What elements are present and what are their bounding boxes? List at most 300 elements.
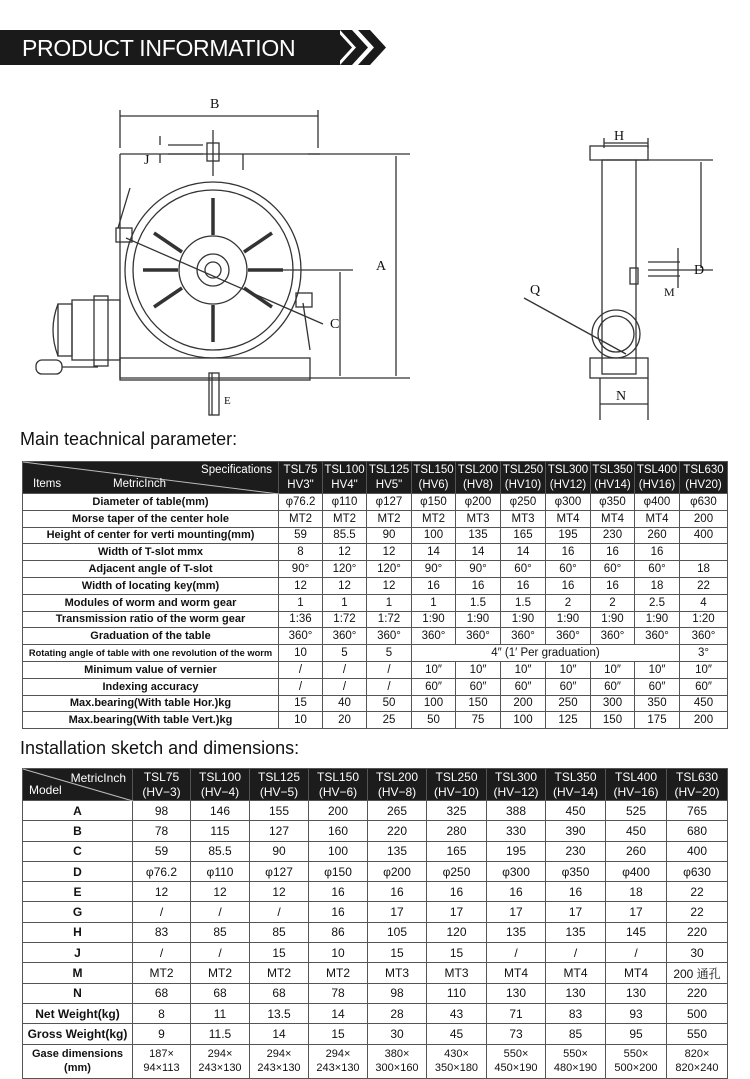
table2-row <box>23 1024 728 1044</box>
table1-body <box>23 494 728 729</box>
table2-cell: 127 <box>250 821 309 841</box>
table2-row <box>23 882 728 902</box>
table2-cell: φ400 <box>606 861 667 881</box>
table2-cell: 68 <box>191 983 250 1003</box>
table1-row <box>23 561 728 578</box>
table1-model-header: TSL400 (HV16) <box>635 462 680 494</box>
table1-cell: 120° <box>367 561 412 578</box>
table2-cell: 330 <box>487 821 546 841</box>
table2-cell: 765 <box>667 801 728 821</box>
table1-cell: 59 <box>279 527 323 544</box>
table1-cell: 10 <box>279 712 323 729</box>
table1-cell: 18 <box>680 561 728 578</box>
table2-cell: 390 <box>546 821 606 841</box>
table1-corner-mid: MetricInch <box>113 478 167 490</box>
table2-gase-cell: 550× 500×200 <box>606 1044 667 1078</box>
dim-label-D: D <box>694 263 705 278</box>
table2-cell: 22 <box>667 902 728 922</box>
table1-cell: 135 <box>456 527 501 544</box>
table1-cell: 14 <box>456 544 501 561</box>
table1-cell: 1:90 <box>412 611 456 628</box>
table1-cell: 360° <box>279 628 323 645</box>
table1-cell: 85.5 <box>323 527 367 544</box>
table2-cell: 130 <box>546 983 606 1003</box>
table1-cell: 12 <box>279 577 323 594</box>
table1-cell: 16 <box>412 577 456 594</box>
table1-cell: 450 <box>680 695 728 712</box>
table2-cell: 200 <box>309 801 368 821</box>
table2-cell: 15 <box>427 943 487 963</box>
table1-corner-left: Items <box>33 478 62 490</box>
table2-cell: 8 <box>133 1003 191 1023</box>
table1-cell: 18 <box>635 577 680 594</box>
table2-cell: 83 <box>133 922 191 942</box>
table1-cell: 60° <box>635 561 680 578</box>
table2-cell: 14 <box>250 1024 309 1044</box>
table2-cell: 12 <box>191 882 250 902</box>
technical-drawing <box>18 88 723 426</box>
table2-cell: 145 <box>606 922 667 942</box>
table1-row-label: Indexing accuracy <box>23 678 279 695</box>
table1-corner-top: Specifications <box>201 464 272 476</box>
table1-cell: 60″ <box>546 678 591 695</box>
table2-cell: MT4 <box>546 963 606 983</box>
table1-cell: 15 <box>279 695 323 712</box>
table1-cell: 1:90 <box>591 611 635 628</box>
table1-row <box>23 712 728 729</box>
table2-cell: 130 <box>606 983 667 1003</box>
table2-model-header: TSL75 (HV−3) <box>133 769 191 801</box>
table1-cell: 360° <box>412 628 456 645</box>
table2-cell: / <box>606 943 667 963</box>
table1-cell: 1:20 <box>680 611 728 628</box>
table2-cell: 280 <box>427 821 487 841</box>
table1-cell: φ200 <box>456 494 501 511</box>
table1-cell: 5 <box>323 645 367 662</box>
table1-cell: 60° <box>591 561 635 578</box>
installation-dimension-table <box>22 768 728 1079</box>
table1-model-header: TSL250 (HV10) <box>501 462 546 494</box>
table1-header-row <box>23 462 728 494</box>
table1-cell: 100 <box>412 695 456 712</box>
table1-cell: 200 <box>501 695 546 712</box>
table1-cell: 360° <box>680 628 728 645</box>
table2-cell: 14 <box>309 1003 368 1023</box>
table1-row-label: Width of locating key(mm) <box>23 577 279 594</box>
table2-cell: φ250 <box>427 861 487 881</box>
table2-cell: 12 <box>133 882 191 902</box>
table1-model-header: TSL125 HV5" <box>367 462 412 494</box>
table1-cell: 125 <box>546 712 591 729</box>
table1-cell: 60° <box>501 561 546 578</box>
table1-cell: / <box>323 661 367 678</box>
dim-label-B: B <box>210 97 220 112</box>
table1-cell: / <box>279 661 323 678</box>
dim-label-Q: Q <box>530 283 541 298</box>
table2-cell: 98 <box>133 801 191 821</box>
table1-row <box>23 628 728 645</box>
table2-cell: 11 <box>191 1003 250 1023</box>
table1-cell: 20 <box>323 712 367 729</box>
table1-row <box>23 594 728 611</box>
table2-row-label: H <box>23 922 133 942</box>
dim-label-J: J <box>144 153 150 168</box>
table1-cell: 16 <box>591 544 635 561</box>
table1-cell: 360° <box>323 628 367 645</box>
table1-cell: MT2 <box>323 510 367 527</box>
table1-cell: 1.5 <box>501 594 546 611</box>
table1-cell: 360° <box>456 628 501 645</box>
table1-cell: 90° <box>456 561 501 578</box>
table1-row <box>23 544 728 561</box>
table1-cell <box>680 544 728 561</box>
table1-model-header: TSL150 (HV6) <box>412 462 456 494</box>
table1-cell: φ76.2 <box>279 494 323 511</box>
table2-gase-cell: 187× 94×113 <box>133 1044 191 1078</box>
table2-cell: 22 <box>667 882 728 902</box>
table1-cell: 1:90 <box>546 611 591 628</box>
table1-cell: 250 <box>546 695 591 712</box>
table1-cell: 1 <box>323 594 367 611</box>
table2-gase-cell: 294× 243×130 <box>250 1044 309 1078</box>
table2-row <box>23 943 728 963</box>
table1-cell: 1 <box>279 594 323 611</box>
table1-cell: MT2 <box>367 510 412 527</box>
table1-cell: 230 <box>591 527 635 544</box>
table2-model-header: TSL125 (HV−5) <box>250 769 309 801</box>
table2-cell: 30 <box>368 1024 427 1044</box>
table1-cell: / <box>367 661 412 678</box>
table1-cell: 150 <box>456 695 501 712</box>
table1-row-label: Graduation of the table <box>23 628 279 645</box>
table1-cell: MT4 <box>635 510 680 527</box>
table2-row-label: J <box>23 943 133 963</box>
table1-cell: 8 <box>279 544 323 561</box>
table1-cell: MT3 <box>456 510 501 527</box>
table2-cell: 68 <box>250 983 309 1003</box>
table2-cell: 165 <box>427 841 487 861</box>
table2-cell: MT2 <box>133 963 191 983</box>
table1-model-header: TSL100 HV4" <box>323 462 367 494</box>
table2-gase-cell: 550× 480×190 <box>546 1044 606 1078</box>
table2-row <box>23 801 728 821</box>
table2-cell: 95 <box>606 1024 667 1044</box>
table2-cell: 265 <box>368 801 427 821</box>
table1-cell: φ300 <box>546 494 591 511</box>
table1-cell: 195 <box>546 527 591 544</box>
table2-cell: 78 <box>309 983 368 1003</box>
table2-cell: 98 <box>368 983 427 1003</box>
table1-cell: 10″ <box>680 661 728 678</box>
table2-cell: 130 <box>487 983 546 1003</box>
table1-cell: 150 <box>591 712 635 729</box>
table1-cell: 3° <box>680 645 728 662</box>
table2-cell: 220 <box>667 983 728 1003</box>
table2-cell: 450 <box>606 821 667 841</box>
table1-row-label: Diameter of table(mm) <box>23 494 279 511</box>
table1-cell: 260 <box>635 527 680 544</box>
table2-gase-cell: 380× 300×160 <box>368 1044 427 1078</box>
table1-row-label: Width of T-slot mmx <box>23 544 279 561</box>
table2-cell: 17 <box>546 902 606 922</box>
table1-cell: 2 <box>591 594 635 611</box>
table2-cell: MT4 <box>606 963 667 983</box>
dim-label-H: H <box>614 129 625 144</box>
table1-cell: 22 <box>680 577 728 594</box>
dim-label-E: E <box>224 395 231 407</box>
table1-cell: 1:72 <box>323 611 367 628</box>
table2-row <box>23 902 728 922</box>
table2-model-header: TSL400 (HV−16) <box>606 769 667 801</box>
table2-cell: 16 <box>368 882 427 902</box>
table2-cell: 550 <box>667 1024 728 1044</box>
table2-cell: 230 <box>546 841 606 861</box>
table1-cell: 10″ <box>546 661 591 678</box>
table2-cell: 17 <box>368 902 427 922</box>
table1-cell: 175 <box>635 712 680 729</box>
table1-cell: 10 <box>279 645 323 662</box>
table1-cell: MT4 <box>546 510 591 527</box>
table2-cell: 220 <box>667 922 728 942</box>
table2-cell: 388 <box>487 801 546 821</box>
table2-cell: 78 <box>133 821 191 841</box>
table1-cell: φ110 <box>323 494 367 511</box>
table2-cell: MT3 <box>368 963 427 983</box>
table2-cell: 12 <box>250 882 309 902</box>
table2-row-label: M <box>23 963 133 983</box>
table2-cell: / <box>487 943 546 963</box>
table2-cell: 135 <box>368 841 427 861</box>
table2-cell: 100 <box>309 841 368 861</box>
table1-cell: 1:36 <box>279 611 323 628</box>
table1-row <box>23 494 728 511</box>
table1-row-label: Max.bearing(With table Hor.)kg <box>23 695 279 712</box>
table2-cell: 680 <box>667 821 728 841</box>
table1-row-label: Minimum value of vernier <box>23 661 279 678</box>
table2-cell: 16 <box>487 882 546 902</box>
table2-cell: 85.5 <box>191 841 250 861</box>
table1-row-label: Rotating angle of table with one revolution of the worm <box>23 645 279 662</box>
table1-cell: 60″ <box>680 678 728 695</box>
table2-row-label: Gase dimensions (mm) <box>23 1044 133 1078</box>
table1-row-label: Morse taper of the center hole <box>23 510 279 527</box>
table1-cell: 16 <box>456 577 501 594</box>
table2-cell: 43 <box>427 1003 487 1023</box>
table1-cell: 16 <box>501 577 546 594</box>
table1-model-header: TSL200 (HV8) <box>456 462 501 494</box>
table2-cell: 85 <box>546 1024 606 1044</box>
table2-cell: 85 <box>250 922 309 942</box>
table1-model-header: TSL350 (HV14) <box>591 462 635 494</box>
table2-row-label: A <box>23 801 133 821</box>
table2-cell: 325 <box>427 801 487 821</box>
table1-cell: 1:90 <box>635 611 680 628</box>
table2-cell: 105 <box>368 922 427 942</box>
table2-cell: 83 <box>546 1003 606 1023</box>
table2-row <box>23 861 728 881</box>
table2-cell: 30 <box>667 943 728 963</box>
table2-model-header: TSL350 (HV−14) <box>546 769 606 801</box>
table1-row <box>23 661 728 678</box>
table1-cell: 12 <box>323 544 367 561</box>
table1-cell: φ630 <box>680 494 728 511</box>
table2-cell: φ300 <box>487 861 546 881</box>
table2-cell: 400 <box>667 841 728 861</box>
table1-cell: 75 <box>456 712 501 729</box>
table2-cell: MT2 <box>250 963 309 983</box>
table2-cell: φ76.2 <box>133 861 191 881</box>
table1-cell: 50 <box>412 712 456 729</box>
table1-corner-cell <box>23 462 279 494</box>
table2-cell: 11.5 <box>191 1024 250 1044</box>
table1-row <box>23 527 728 544</box>
table1-cell: 5 <box>367 645 412 662</box>
table1-cell: φ150 <box>412 494 456 511</box>
table2-cell: 155 <box>250 801 309 821</box>
table2-cell: / <box>191 943 250 963</box>
table1-cell: 360° <box>546 628 591 645</box>
table2-cell: φ630 <box>667 861 728 881</box>
table1-cell: 2.5 <box>635 594 680 611</box>
table1-cell: 10″ <box>635 661 680 678</box>
table1-row-label: Height of center for verti mounting(mm) <box>23 527 279 544</box>
table2-cell: φ200 <box>368 861 427 881</box>
table1-cell: 16 <box>546 544 591 561</box>
table2-cell: φ150 <box>309 861 368 881</box>
table2-cell: 68 <box>133 983 191 1003</box>
table1-row-label: Adjacent angle of T-slot <box>23 561 279 578</box>
table2-row <box>23 821 728 841</box>
table2-model-header: TSL250 (HV−10) <box>427 769 487 801</box>
table1-cell: 360° <box>367 628 412 645</box>
table2-cell: MT3 <box>427 963 487 983</box>
table1-cell: 165 <box>501 527 546 544</box>
table2-cell: 28 <box>368 1003 427 1023</box>
table2-cell: φ127 <box>250 861 309 881</box>
table2-cell: φ350 <box>546 861 606 881</box>
table1-cell: 16 <box>546 577 591 594</box>
table2-row-label: N <box>23 983 133 1003</box>
table1-cell: 1 <box>412 594 456 611</box>
dim-label-M: M <box>664 285 675 299</box>
table2-cell: 71 <box>487 1003 546 1023</box>
table2-cell: 13.5 <box>250 1003 309 1023</box>
table2-gase-cell: 294× 243×130 <box>309 1044 368 1078</box>
table2-row-label: G <box>23 902 133 922</box>
table2-cell: 135 <box>487 922 546 942</box>
table1-cell: 90 <box>367 527 412 544</box>
table2-row-label: Gross Weight(kg) <box>23 1024 133 1044</box>
table2-gase-cell: 820× 820×240 <box>667 1044 728 1078</box>
table1-cell: MT4 <box>591 510 635 527</box>
table1-cell: 1:90 <box>456 611 501 628</box>
table2-model-header: TSL630 (HV−20) <box>667 769 728 801</box>
table1-cell: 16 <box>591 577 635 594</box>
table2-cell: / <box>191 902 250 922</box>
table1-row <box>23 577 728 594</box>
table1-cell: 16 <box>635 544 680 561</box>
table2-gase-cell: 550× 450×190 <box>487 1044 546 1078</box>
table2-corner-left: Model <box>29 783 62 797</box>
table2-gase-cell: 294× 243×130 <box>191 1044 250 1078</box>
table1-row <box>23 695 728 712</box>
table1-cell: 14 <box>501 544 546 561</box>
table2-cell: 59 <box>133 841 191 861</box>
table2-model-header: TSL200 (HV−8) <box>368 769 427 801</box>
table2-cell: MT4 <box>487 963 546 983</box>
table2-row <box>23 983 728 1003</box>
table2-cell: 17 <box>427 902 487 922</box>
table2-cell: / <box>133 943 191 963</box>
table2-cell: 16 <box>309 882 368 902</box>
table1-cell: 60″ <box>456 678 501 695</box>
table1-cell: φ250 <box>501 494 546 511</box>
table2-cell: 86 <box>309 922 368 942</box>
table1-cell: 200 <box>680 510 728 527</box>
dim-label-A: A <box>376 259 387 274</box>
table1-model-header: TSL300 (HV12) <box>546 462 591 494</box>
table1-cell: 1 <box>367 594 412 611</box>
table2-cell: 10 <box>309 943 368 963</box>
dim-label-C: C <box>330 317 340 332</box>
table1-cell: MT2 <box>412 510 456 527</box>
table2-cell: 16 <box>309 902 368 922</box>
table1-cell: φ127 <box>367 494 412 511</box>
table1-model-header: TSL75 HV3" <box>279 462 323 494</box>
table2-corner-cell <box>23 769 133 801</box>
table1-row <box>23 611 728 628</box>
table1-row <box>23 510 728 527</box>
table2-row <box>23 922 728 942</box>
table2-row-label: E <box>23 882 133 902</box>
table1-cell: MT2 <box>279 510 323 527</box>
table1-cell: 4 <box>680 594 728 611</box>
table1-cell: 40 <box>323 695 367 712</box>
table1-cell: 12 <box>367 577 412 594</box>
table1-cell: 300 <box>591 695 635 712</box>
table1-cell: 60″ <box>591 678 635 695</box>
table1-cell: 360° <box>591 628 635 645</box>
table2-cell: 16 <box>546 882 606 902</box>
table1-cell: 60″ <box>412 678 456 695</box>
table1-merged-cell: 4″ (1′ Per graduation) <box>412 645 680 662</box>
table1-cell: 60° <box>546 561 591 578</box>
table1-cell: 100 <box>412 527 456 544</box>
table2-cell: 16 <box>427 882 487 902</box>
table1-cell: 360° <box>635 628 680 645</box>
table1-cell: 12 <box>367 544 412 561</box>
table2-row-label: Net Weight(kg) <box>23 1003 133 1023</box>
table2-cell: 115 <box>191 821 250 841</box>
table1-cell: 60″ <box>635 678 680 695</box>
table2-gase-cell: 430× 350×180 <box>427 1044 487 1078</box>
table2-body <box>23 801 728 1079</box>
table2-cell: 525 <box>606 801 667 821</box>
table2-row-label: B <box>23 821 133 841</box>
table2-cell: / <box>133 902 191 922</box>
table2-cell: 260 <box>606 841 667 861</box>
table2-cell: 45 <box>427 1024 487 1044</box>
table2-model-header: TSL300 (HV−12) <box>487 769 546 801</box>
section-title-installation: Installation sketch and dimensions: <box>20 738 300 758</box>
table2-header-row <box>23 769 728 801</box>
table2-cell: 73 <box>487 1024 546 1044</box>
table1-cell: 1.5 <box>456 594 501 611</box>
table1-cell: 120° <box>323 561 367 578</box>
table2-cell: 450 <box>546 801 606 821</box>
table1-cell: / <box>279 678 323 695</box>
table1-cell: 10″ <box>412 661 456 678</box>
